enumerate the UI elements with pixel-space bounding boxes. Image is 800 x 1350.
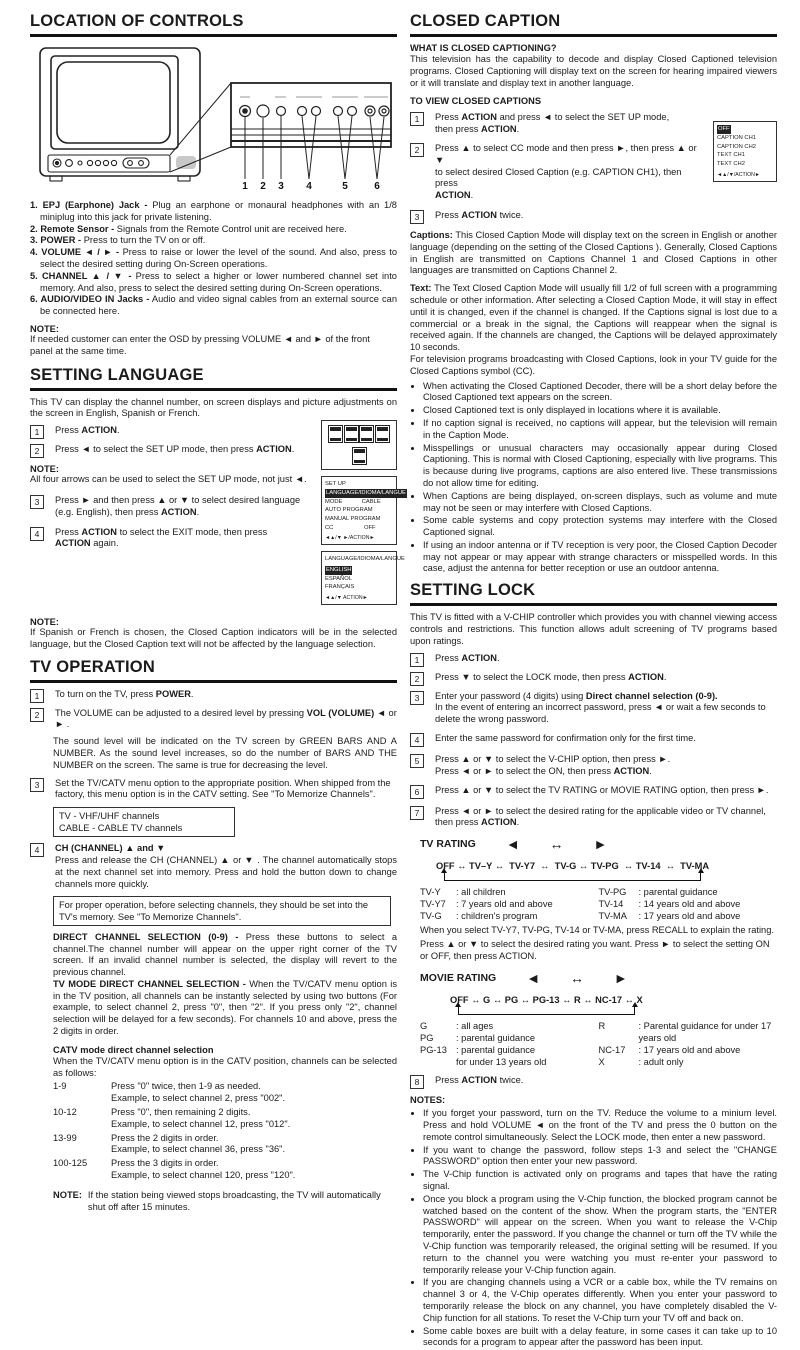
step-text: Set the TV/CATV menu option to the appropriate position. When shipped from the factory, this menu option is in the CATV setting. See "To Memorize Channels". (55, 777, 391, 800)
tv-rating-label: TV RATING (420, 838, 476, 851)
to-view-cc-heading: TO VIEW CLOSED CAPTIONS (410, 96, 542, 107)
step-text (55, 843, 397, 890)
osd-row: AUTO PROGRAM (325, 507, 373, 514)
osd-row: ESPAÑOL (325, 575, 352, 582)
volume-paragraph: The sound level will be indicated on the TV screen by GREEN BARS AND A NUMBER. As the sound level increases, so do the number of BARS AND THE NUMBER on the screen. The same is true for decreasing the level. (53, 736, 397, 770)
tv-defs-left (420, 886, 599, 922)
catv-row (53, 1158, 397, 1182)
what-is-cc-heading: WHAT IS CLOSED CAPTIONING? (410, 43, 557, 53)
osd-nav-hint: ◄▲/▼ ACTION► (325, 595, 368, 602)
step-number: 1 (30, 425, 44, 439)
step-number: 4 (410, 733, 424, 747)
osd-row: MANUAL PROGRAM (325, 515, 381, 522)
step-number: 3 (410, 691, 424, 705)
rating-definition: : parental guidance (456, 1032, 536, 1043)
notes-label: NOTES: (410, 1095, 446, 1106)
lock-step-1 (410, 653, 777, 667)
note-label: NOTE: (30, 464, 59, 475)
movie-rating-label: MOVIE RATING (420, 971, 497, 984)
step-number: 2 (410, 672, 424, 686)
catv-instruction: Press the 3 digits in order. Example, to select channel 120, press "120". (111, 1158, 296, 1181)
rating-term: PG (420, 1032, 434, 1043)
step-subhead: CH (CHANNEL) ▲ and ▼ (55, 843, 166, 854)
rating-definition: : 7 years old and above (456, 899, 553, 910)
step-text: Press ACTION twice. (435, 1075, 524, 1086)
rating-definition: : Parental guidance for under 17 years old (638, 1020, 772, 1043)
movie-rating-sequence: OFF ↔ G ↔ PG ↔ PG-13 ↔ R ↔ NC-17 ↔ X (450, 994, 643, 1005)
lock-step-5 (410, 754, 777, 778)
movie-rating-definitions (420, 1020, 777, 1068)
text-mode-paragraph: Text: The Text Closed Caption Mode will usually fill 1/2 of full screen with a programming schedule or other information. After selecting a Closed Caption Mode, it will stay in effect until it is changed, even if the channel is changed. If the Captions signal is lost due to a commercial or a break in the signal, the Captions will reappear when the signal is received again. If the channels are changed, the Captions will be delayed approximately 10 seconds. For television programs broadcasting with Closed Captions, look in your TV guide for the Closed Captions symbol (CC). (410, 283, 777, 376)
lock-note-item: • If you forget your password, turn on the TV. Reduce the volume to a minium level. Press and hold VOLUME ◄ on the front of the TV and press the 0 button on the remote control simultaneously. Select the LOCK mode, then enter a new password. (423, 1108, 777, 1143)
osd-cc-menu (713, 121, 777, 181)
rating-term: NC-17 (598, 1045, 626, 1056)
rating-definition: : parental guidance (638, 887, 718, 898)
step-text: Enter the same password for confirmation only for the first time. (435, 733, 696, 744)
panel-number-4: 4 (306, 181, 312, 191)
rating-definition: : adult only (638, 1057, 684, 1068)
osd-menu-icons (321, 420, 397, 470)
memorize-channels-box: For proper operation, before selecting channels, they should be set into the TV's memory. See "To Memorize Channels". (53, 896, 391, 926)
lock-notes-list (423, 1108, 777, 1349)
tvop-note (53, 1190, 397, 1214)
rating-definition: : parental guidance for under 13 years old (456, 1045, 547, 1068)
osd-row: TEXT CH2 (717, 161, 745, 168)
catv-row (53, 1133, 397, 1157)
catv-table (53, 1081, 397, 1181)
cc-steps-row (410, 107, 777, 224)
step-text: Press ACTION. (55, 425, 120, 436)
step-number: 2 (30, 708, 44, 722)
step-text: The VOLUME can be adjusted to a desired level by pressing VOL (VOLUME) ◄ or ► . (55, 707, 397, 730)
catv-range: 100-125 (53, 1158, 88, 1169)
step-number: 6 (410, 785, 424, 799)
lock-intro: This TV is fitted with a V-CHIP controller which provides you with channel viewing access controls and restrictions. This function allows adult screening of TV programs based upon ratings. (410, 612, 777, 646)
step-text: Press ACTION and press ◄ to select the SET UP mode, then press ACTION. (435, 112, 670, 135)
note-text: If the station being viewed stops broadcasting, the TV will automatically shut off after 15 minutes. (87, 1189, 381, 1212)
cc-step-2 (410, 143, 705, 202)
panel-number-6: 6 (374, 181, 380, 191)
control-item-power: 3. POWER - Press to turn the TV on or off. (30, 235, 206, 246)
control-item-volume: 4. VOLUME ◄ / ► - Press to raise or lower the level of the sound. And also, press to select the desired setting during On-Screen operations. (30, 247, 397, 269)
cc-step-3 (410, 210, 705, 224)
language-step-2 (30, 444, 313, 458)
tv-rating-header (420, 836, 777, 852)
tvop-step-4 (30, 843, 397, 890)
lock-step-7 (410, 806, 777, 830)
panel-number-5: 5 (342, 181, 348, 191)
lock-step-6 (410, 785, 777, 799)
cc-note-item: • If no caption signal is received, no captions will appear, but the television will remain in the Caption Mode. (423, 418, 777, 442)
rating-term: R (598, 1020, 606, 1031)
tv-body (40, 48, 200, 176)
cc-osd-column (713, 121, 777, 224)
tv-rating-definitions (420, 886, 777, 922)
what-is-cc-text: This television has the capability to decode and display Closed Captioned television programs. Closed Captioning will display text on the screen for hearing impaired viewers or it will translate and display text in another language. (410, 54, 777, 88)
rating-term: TV-Y7 (420, 899, 446, 910)
menu-mode-icon (375, 425, 390, 443)
control-item-remote-sensor: 2. Remote Sensor - Signals from the Remote Control unit are received here. (30, 223, 347, 234)
wrap-around-arrow (458, 1006, 635, 1015)
tv-rating-note-1: When you select TV-Y7, TV-PG, TV-14 or TV-MA, press RECALL to explain the rating. (420, 925, 774, 936)
step-text: Press ▲ or ▼ to select the TV RATING or MOVIE RATING option, then press ►. (435, 784, 769, 795)
note-text: If needed customer can enter the OSD by pressing VOLUME ◄ and ► of the front panel at the same time. (30, 333, 370, 356)
osd-nav-hint: ◄▲/▼ ►/ACTION► (325, 535, 375, 542)
lock-note-item: • The V-Chip function is activated only on programs and tapes that have the rating signal. (423, 1169, 777, 1193)
section-title-setting-language: SETTING LANGUAGE (30, 366, 397, 391)
note-label: NOTE: (30, 323, 59, 334)
step-text: Press ACTION twice. (435, 209, 524, 220)
lock-note-item: • If you want to change the password, follow steps 1-3 and select the "CHANGE PASSWORD" option then enter your new password. (423, 1145, 777, 1169)
panel-number-3: 3 (278, 181, 284, 191)
left-right-arrows-icon: ◄ ↔ ► (505, 836, 608, 853)
menu-mode-icon (359, 425, 374, 443)
cc-note-item: • Misspellings or unusual characters may occasionally appear during Closed Captioning. This is normal with Closed Captioning, especially with live programs. This is because during live programs, captions are also entered live. These transmissions do not allow time for editing. (423, 443, 777, 490)
step-text: Press ► and then press ▲ or ▼ to select desired language (e.g. English), then press ACTION. (55, 494, 301, 517)
rating-definition: : all ages (456, 1020, 494, 1031)
catv-row (53, 1107, 397, 1131)
note-label: NOTE: (30, 617, 59, 628)
cc-steps (410, 107, 713, 224)
step-body: Press and release the CH (CHANNEL) ▲ or ▼ . The channel automatically stops at the next channel set into memory. Press and hold the button down to change channels more quickly. (55, 855, 397, 889)
step-text: Press ACTION. (435, 652, 500, 663)
rating-term: TV-Y (420, 887, 441, 898)
tvop-step-3 (30, 778, 397, 802)
tv-mode-direct-selection-paragraph: TV MODE DIRECT CHANNEL SELECTION - When the TV/CATV menu option is in the TV position, all channels can be instantly selected by using two buttons (For example, to select channel 2, press "0", then "2". If you press only "2", channel selection will be delayed for a few seconds). For channels 10 and above, press the 2 digits in order. (53, 978, 397, 1037)
tv-rating-sequence: OFF ↔ TV–Y ↔ TV-Y7 ↔ TV-G ↔ TV-PG ↔ TV-14 ↔ TV-MA (436, 861, 710, 872)
rating-term: PG-13 (420, 1045, 447, 1056)
osd-highlighted-row: OFF (718, 126, 730, 133)
osd-title: SET UP (325, 481, 346, 488)
rating-term: TV-PG (598, 887, 627, 898)
step-number: 5 (410, 754, 424, 768)
rating-definition: : 14 years old and above (638, 899, 741, 910)
note-text: All four arrows can be used to select the SET UP mode, not just ◄. (30, 474, 307, 485)
lock-note-item: • Once you block a program using the V-Chip function, the blocked program cannot be watched based on the content of the show. When the program starts, the "ENTER PASSWORD" will appear on the screen. When you want to release the V-Chip temporarily, enter the password. If you change the channel or turn off the TV while the V-Chip function was temporarily released, the original setting will be resumed. If you return to the channel you were watching you must re-enter your password to temporarily release your V-Chip function again. (423, 1194, 777, 1277)
osd-highlighted-row: ENGLISH (326, 566, 352, 573)
osd-row: CC OFF (325, 524, 376, 531)
catv-range: 10-12 (53, 1107, 77, 1118)
step-text: Press ◄ to select the SET UP mode, then press ACTION. (55, 444, 295, 455)
cc-step-1 (410, 112, 705, 136)
left-column (30, 12, 406, 1350)
tvop-step-2 (30, 708, 397, 732)
step-text: Enter your password (4 digits) using Direct channel selection (0-9). In the event of entering an incorrect password, press ◄ or wait a few seconds to delete the wrong password. (435, 690, 766, 725)
step-number: 4 (30, 843, 44, 857)
section-title-closed-caption: CLOSED CAPTION (410, 12, 777, 37)
step-number: 2 (30, 444, 44, 458)
step-number: 1 (410, 112, 424, 126)
captions-paragraph: Captions: This Closed Caption Mode will display text on the screen in English or another language (depending on the setting of the Closed Captions ). Generally, Closed Captions in English are transmitted on Captions Channel 1 and Closed Captions in other languages are transmitted on Captions Channel 2. (410, 229, 777, 276)
step-text: Press ▲ or ▼ to select the V-CHIP option, then press ►. Press ◄ or ► to select the ON, then press ACTION. (435, 754, 671, 776)
lock-step-2 (410, 672, 777, 686)
movie-rating-chain (450, 995, 643, 1015)
lock-step-8 (410, 1075, 777, 1089)
tv-rating-chain (436, 861, 709, 881)
lock-step-3 (410, 691, 777, 726)
step-text: Press ◄ or ► to select the desired rating for the applicable video or TV channel, then press ACTION. (435, 805, 766, 828)
control-item-channel: 5. CHANNEL ▲ / ▼ - Press to select a higher or lower numbered channel set into memory. And also, press to select the desired setting during On-Screen operations. (30, 270, 397, 293)
osd-row: TEXT CH1 (717, 152, 745, 159)
step-number: 3 (30, 495, 44, 509)
tv-front-strip (48, 155, 196, 181)
cc-note-item: • When Captions are being displayed, on-screen displays, such as volume and mute may not be seen or may interfere with Closed Captions. (423, 491, 777, 515)
step-number: 2 (410, 143, 424, 157)
tv-defs-right (599, 886, 778, 922)
language-steps-row (30, 420, 406, 611)
left-right-arrows-icon: ◄ ↔ ► (526, 969, 628, 986)
menu-mode-icon (344, 425, 359, 443)
step-number: 1 (30, 689, 44, 703)
controls-list (30, 200, 397, 318)
osd-setup-menu (321, 476, 406, 545)
osd-row: FRANÇAIS (325, 584, 355, 591)
cc-note-item: • Closed Captioned text is only displayed in locations where it is available. (423, 405, 777, 417)
step-number: 3 (30, 778, 44, 792)
catv-heading: CATV mode direct channel selection (53, 1044, 214, 1055)
note-text: If Spanish or French is chosen, the Closed Caption indicators will be in the selected language, but the Closed Caption text will not be affected by the language selection. (30, 627, 397, 649)
catv-instruction: Press "0" twice, then 1-9 as needed. Example, to select channel 2, press "002". (111, 1081, 286, 1104)
direct-channel-selection-paragraph: DIRECT CHANNEL SELECTION (0-9) - Press these buttons to select a channel.The channel number will appear on the upper right corner of the TV screen. If an invalid channel number is selected, the display will revert to the previous channel. (53, 931, 397, 978)
panel-number-labels (242, 181, 380, 191)
osd-language-menu (321, 551, 405, 605)
osd-row: CAPTION CH1 (717, 135, 756, 142)
step-text: Press ACTION to select the EXIT mode, then press ACTION again. (55, 526, 268, 549)
rating-definition: : all children (456, 887, 506, 898)
wrap-around-arrow (444, 872, 701, 881)
movie-defs-left (420, 1020, 599, 1068)
tv-cable-box: TV - VHF/UHF channels CABLE - CABLE TV channels (53, 807, 235, 837)
catv-range: 13-99 (53, 1132, 77, 1143)
step-text: Press ▲ to select CC mode and then press ►, then press ▲ or ▼ to select desired Closed Caption (e.g. CAPTION CH1), then press ACTION. (435, 142, 697, 201)
language-steps (30, 420, 321, 611)
step-number: 4 (30, 527, 44, 541)
language-step-3 (30, 495, 313, 519)
lock-step-4 (410, 733, 777, 747)
section-title-setting-lock: SETTING LOCK (410, 581, 777, 606)
rating-definition: : children's program (456, 911, 538, 922)
panel-number-1: 1 (242, 181, 248, 191)
step-text: To turn on the TV, press POWER. (55, 688, 194, 699)
cc-note-item: • If using an indoor antenna or if TV reception is very poor, the Closed Caption Decoder may not appear or may appear with strange characters or misspelled words. In this case, adjust the antenna for better reception or use an outdoor antenna. (423, 540, 777, 575)
rating-term: G (420, 1020, 428, 1031)
step-number: 1 (410, 653, 424, 667)
osd-row: MODE CABLE (325, 498, 381, 505)
section-title-tv-operation: TV OPERATION (30, 658, 397, 683)
catv-row (53, 1081, 397, 1105)
menu-mode-icon (352, 447, 367, 465)
language-step-1 (30, 425, 313, 439)
cc-notes-list (423, 381, 777, 576)
tv-controls-illustration (30, 43, 397, 196)
step-text: Press ▼ to select the LOCK mode, then press ACTION. (435, 671, 667, 682)
language-osd-column (321, 420, 406, 611)
language-step-4 (30, 527, 313, 551)
language-intro: This TV can display the channel number, on screen displays and picture adjustments on the screen in English, Spanish or French. (30, 396, 397, 419)
rating-term: TV-14 (598, 899, 624, 910)
right-column (410, 12, 777, 1350)
osd-highlighted-row: LANGUAGE/IDIOMA/LANGUE (326, 489, 406, 496)
tv-rating-note-2: Press ▲ or ▼ to select the desired rating you want. Press ► to select the setting ON or OFF, then press ACTION. (420, 939, 770, 962)
step-number: 8 (410, 1075, 424, 1089)
control-item-av-jacks: 6. AUDIO/VIDEO IN Jacks - Audio and video signal cables from an external source can be connected here. (30, 294, 397, 317)
control-item-epj: 1. EPJ (Earphone) Jack - Plug an earphone or monaural headphones with an 1/8 miniplug into this jack for private listening. (30, 200, 397, 222)
cc-note-item: • Some cable systems and copy protection systems may interfere with the Closed Captioned signal. (423, 515, 777, 539)
tv-diagram (30, 43, 397, 191)
panel-number-2: 2 (260, 181, 266, 191)
step-number: 7 (410, 806, 424, 820)
rating-definition: : 17 years old and above (638, 911, 741, 922)
lock-note-item: • Some cable boxes are built with a delay feature, in some cases it can take up to 10 seconds for a program to appear after the password has been input. (423, 1326, 777, 1350)
catv-instruction: Press the 2 digits in order. Example, to select channel 36, press "36". (111, 1132, 286, 1155)
osd-nav-hint: ◄▲/▼/ACTION► (717, 171, 761, 178)
zoomed-control-panel (231, 83, 391, 179)
lock-note-item: • If you are changing channels using a VCR or a cable box, while the TV remains on channel 3 or 4, the V-Chip operates differently. When you enter your password to temporarily release the block on any channel, you have completely disabled the V-Chip function for all stations. To reset the V-Chip turn your TV off and back on. (423, 1277, 777, 1324)
cc-note-item: • When activating the Closed Captioned Decoder, there will be a short delay before the Closed Captioned text appears on the screen. (423, 381, 777, 405)
tvop-step-1 (30, 689, 397, 703)
rating-term: X (598, 1057, 605, 1068)
rating-term: TV-G (420, 911, 442, 922)
note-label: NOTE: (53, 1189, 82, 1200)
catv-intro: When the TV/CATV menu option is in the CATV position, channels can be selected as follows: (53, 1055, 397, 1078)
osd-row: CAPTION CH2 (717, 143, 756, 150)
rating-definition: : 17 years old and above (638, 1045, 741, 1056)
catv-range: 1-9 (53, 1081, 67, 1092)
step-number: 3 (410, 210, 424, 224)
osd-title: LANGUAGE/IDIOMA/LANGUE (325, 556, 405, 563)
movie-defs-right (599, 1020, 778, 1068)
catv-instruction: Press "0", then remaining 2 digits. Example, to select channel 12, press "012". (111, 1107, 291, 1129)
menu-mode-icon (328, 425, 343, 443)
movie-rating-header (420, 970, 777, 986)
rating-term: TV-MA (598, 911, 627, 922)
section-title-location-of-controls: LOCATION OF CONTROLS (30, 12, 397, 37)
